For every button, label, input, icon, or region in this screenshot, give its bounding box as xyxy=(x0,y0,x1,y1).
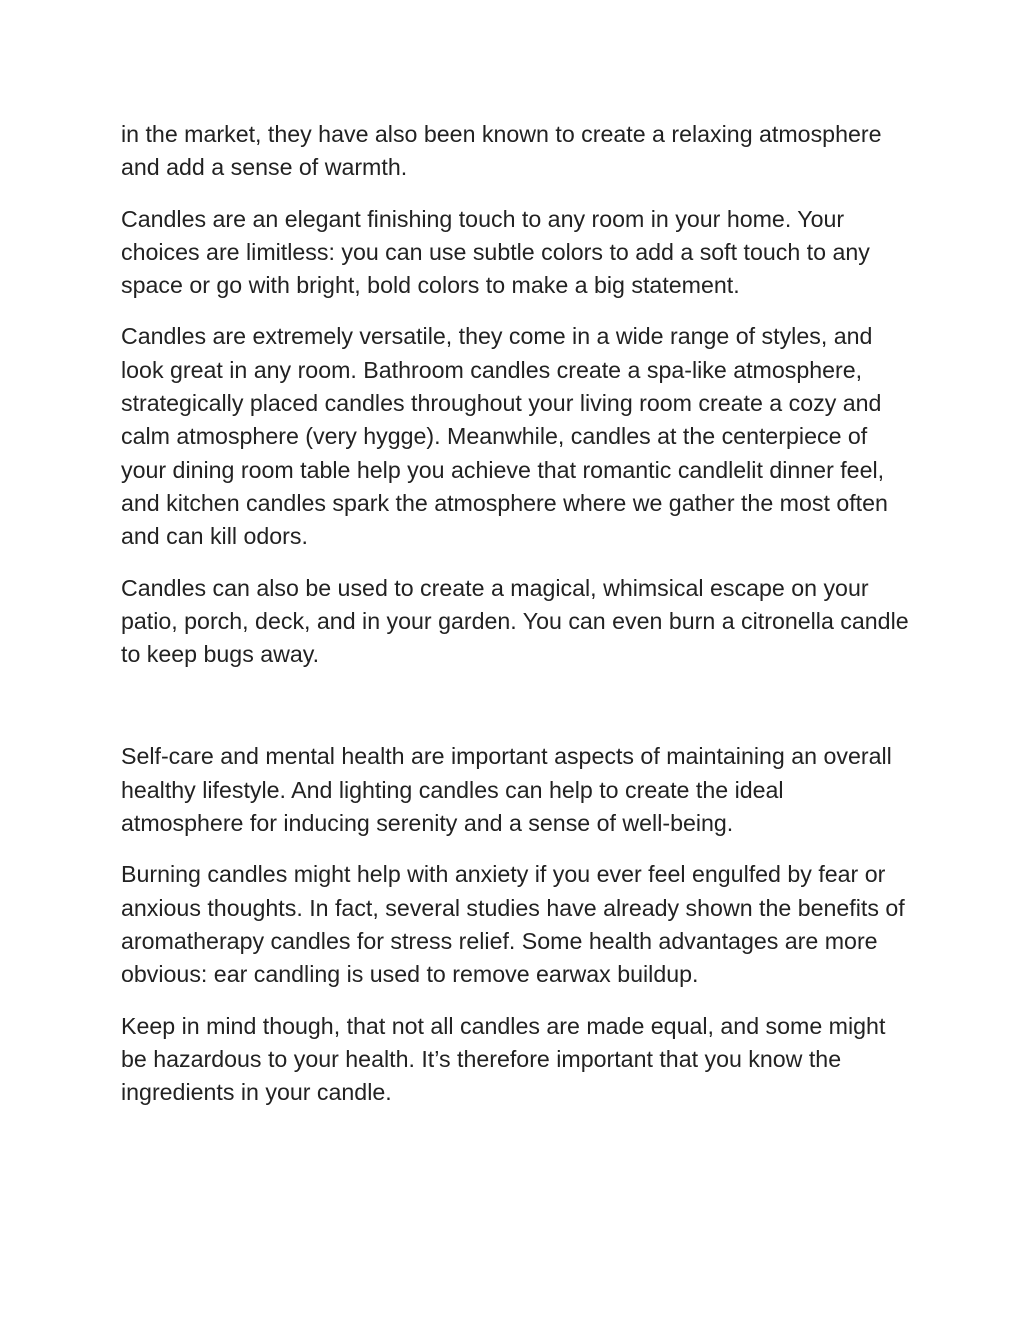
paragraph-warmth: in the market, they have also been known to create a relaxing atmosphere and add a sense of warmth. xyxy=(121,121,882,181)
paragraph-ingredients: Keep in mind though, that not all candles are made equal, and some might be hazardous to your health. It’s therefore important that you know the ingredients in your candle. xyxy=(121,1012,886,1106)
paragraph-outdoor: Candles can also be used to create a magical, whimsical escape on your patio, porch, deck, and in your garden. You can even burn a citronella candle to keep bugs away. xyxy=(121,574,909,668)
paragraph-anxiety: Burning candles might help with anxiety if you ever feel engulfed by fear or anxious thoughts. In fact, several studies have already shown the benefits of aromatherapy candles for stress relief. Some health advantages are more obvious: ear candling is used to remove earwax buildup. xyxy=(121,861,905,988)
paragraph-self-care: Self-care and mental health are important aspects of maintaining an overall healthy lifestyle. And lighting candles can help to create the ideal atmosphere for inducing serenity and a sense of well-being. xyxy=(121,743,892,837)
paragraph-finishing-touch: Candles are an elegant finishing touch to any room in your home. Your choices are limitless: you can use subtle colors to add a soft touch to any space or go with bright, bold colors to make a big statement. xyxy=(121,205,870,299)
paragraph-versatile: Candles are extremely versatile, they come in a wide range of styles, and look great in any room. Bathroom candles create a spa-like atmosphere, strategically placed candles throughout your living room create a cozy and calm atmosphere (very hygge). Meanwhile, candles at the centerpiece of your dining room table help you achieve that romantic candlelit dinner feel, and kitchen candles spark the atmosphere where we gather the most often and can kill odors. xyxy=(121,323,888,550)
section-gap xyxy=(121,689,911,740)
document-body xyxy=(121,118,911,1127)
